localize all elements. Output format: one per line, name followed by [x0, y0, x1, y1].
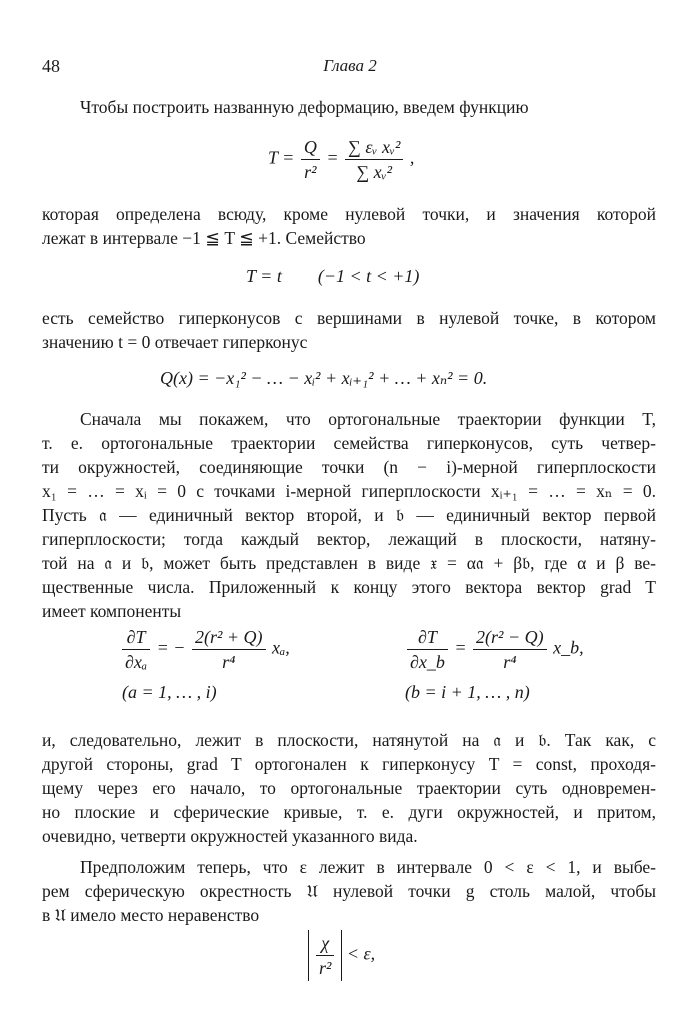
fraction: [122, 626, 150, 673]
text-line: и, следовательно, лежит в плоскости, натянутой на 𝔞 и 𝔟. Так как, с: [42, 730, 656, 750]
formula-part: ,: [409, 147, 415, 168]
page-number: 48: [42, 56, 60, 76]
fraction: [345, 136, 403, 183]
formula-range-b: (b = i + 1, … , n): [405, 682, 530, 702]
fraction: [301, 136, 320, 183]
formula-part: T =: [268, 147, 295, 168]
text-line: которая определена всюду, кроме нулевой точки, и значения которой: [42, 204, 656, 224]
fraction-denominator: r⁴: [222, 652, 236, 672]
formula-T-equals-t: T = t (−1 < t < +1): [246, 266, 420, 286]
fraction: [316, 932, 334, 979]
text-line: значению t = 0 отвечает гиперконус: [42, 332, 308, 352]
text-line: очевидно, четверти окружностей указанного вида.: [42, 826, 418, 846]
text-line: т. е. ортогональные траектории семейства гиперконусов, суть четвер-: [42, 433, 656, 453]
formula-part: x_b,: [553, 637, 584, 658]
formula-partial-b: [405, 626, 584, 673]
fraction-denominator: r²: [319, 958, 332, 978]
text-line: другой стороны, grad T ортогонален к гиперконусу T = const, проходя-: [42, 754, 656, 774]
text-line: Сначала мы покажем, что ортогональные траектории функции T,: [80, 409, 656, 429]
text-line: Пусть 𝔞 — единичный вектор второй, и 𝔟 — единичный вектор первой: [42, 505, 656, 525]
text-line: имеет компоненты: [42, 601, 182, 621]
formula-part: =: [326, 147, 339, 168]
text-line: но плоские и сферические кривые, т. е. дуги окружностей, и притом,: [42, 802, 656, 822]
formula-part: xₐ,: [272, 637, 290, 658]
fraction-numerator: 2(r² − Q): [473, 626, 547, 650]
text-line: x₁ = … = xᵢ = 0 с точками i-мерной гиперплоскости xᵢ₊₁ = … = xₙ = 0.: [42, 481, 656, 501]
fraction-numerator: 2(r² + Q): [192, 626, 266, 650]
fraction-denominator: ∑ xᵥ²: [356, 162, 393, 182]
text-line: есть семейство гиперконусов с вершинами в нулевой точке, в котором: [42, 308, 656, 328]
text-line: гиперплоскости; тогда каждый вектор, лежащий в плоскости, натяну-: [42, 529, 656, 549]
text-line: в 𝔘 имело место неравенство: [42, 905, 260, 925]
text-line: Предположим теперь, что ε лежит в интервале 0 < ε < 1, и выбе-: [80, 857, 656, 877]
fraction-numerator: ∂T: [407, 626, 448, 650]
fraction-numerator: ∂T: [122, 626, 150, 650]
text-line: щественные числа. Приложенный к концу этого вектора вектор grad T: [42, 577, 656, 597]
fraction-denominator: ∂xₐ: [125, 652, 148, 672]
formula-range-a: (a = 1, … , i): [122, 682, 217, 702]
chapter-title: Глава 2: [323, 56, 377, 75]
formula-inequality: [308, 930, 375, 981]
text-line: щему через его начало, то ортогональные траектории суть одновремен-: [42, 778, 656, 798]
fraction-denominator: r⁴: [503, 652, 517, 672]
formula-T-definition: [268, 136, 414, 183]
formula-hypercone: Q(x) = −x₁² − … − xᵢ² + xᵢ₊₁² + … + xₙ² = 0.: [160, 368, 488, 388]
fraction-numerator: Q: [301, 136, 320, 160]
formula-part: =: [454, 637, 467, 658]
formula-part: = −: [156, 637, 186, 658]
fraction-denominator: ∂x_b: [410, 652, 445, 672]
fraction: [473, 626, 547, 673]
fraction-denominator: r²: [304, 162, 317, 182]
fraction: [407, 626, 448, 673]
text-line: рем сферическую окрестность 𝔘 нулевой точки g столь малой, чтобы: [42, 881, 656, 901]
formula-partial-a: [120, 626, 290, 673]
fraction-numerator: χ: [316, 932, 334, 956]
fraction-numerator: ∑ εᵥ xᵥ²: [345, 136, 403, 160]
absolute-value: [308, 930, 342, 981]
text-line: ти окружностей, соединяющие точки (n − i)-мерной гиперплоскости: [42, 457, 656, 477]
text-line: лежат в интервале −1 ≦ T ≦ +1. Семейство: [42, 228, 366, 248]
text-line: той на 𝔞 и 𝔟, может быть представлен в виде 𝔵 = α𝔞 + β𝔟, где α и β ве-: [42, 553, 656, 573]
text-line: Чтобы построить названную деформацию, введем функцию: [80, 97, 529, 117]
fraction: [192, 626, 266, 673]
formula-part: < ε,: [346, 943, 376, 964]
